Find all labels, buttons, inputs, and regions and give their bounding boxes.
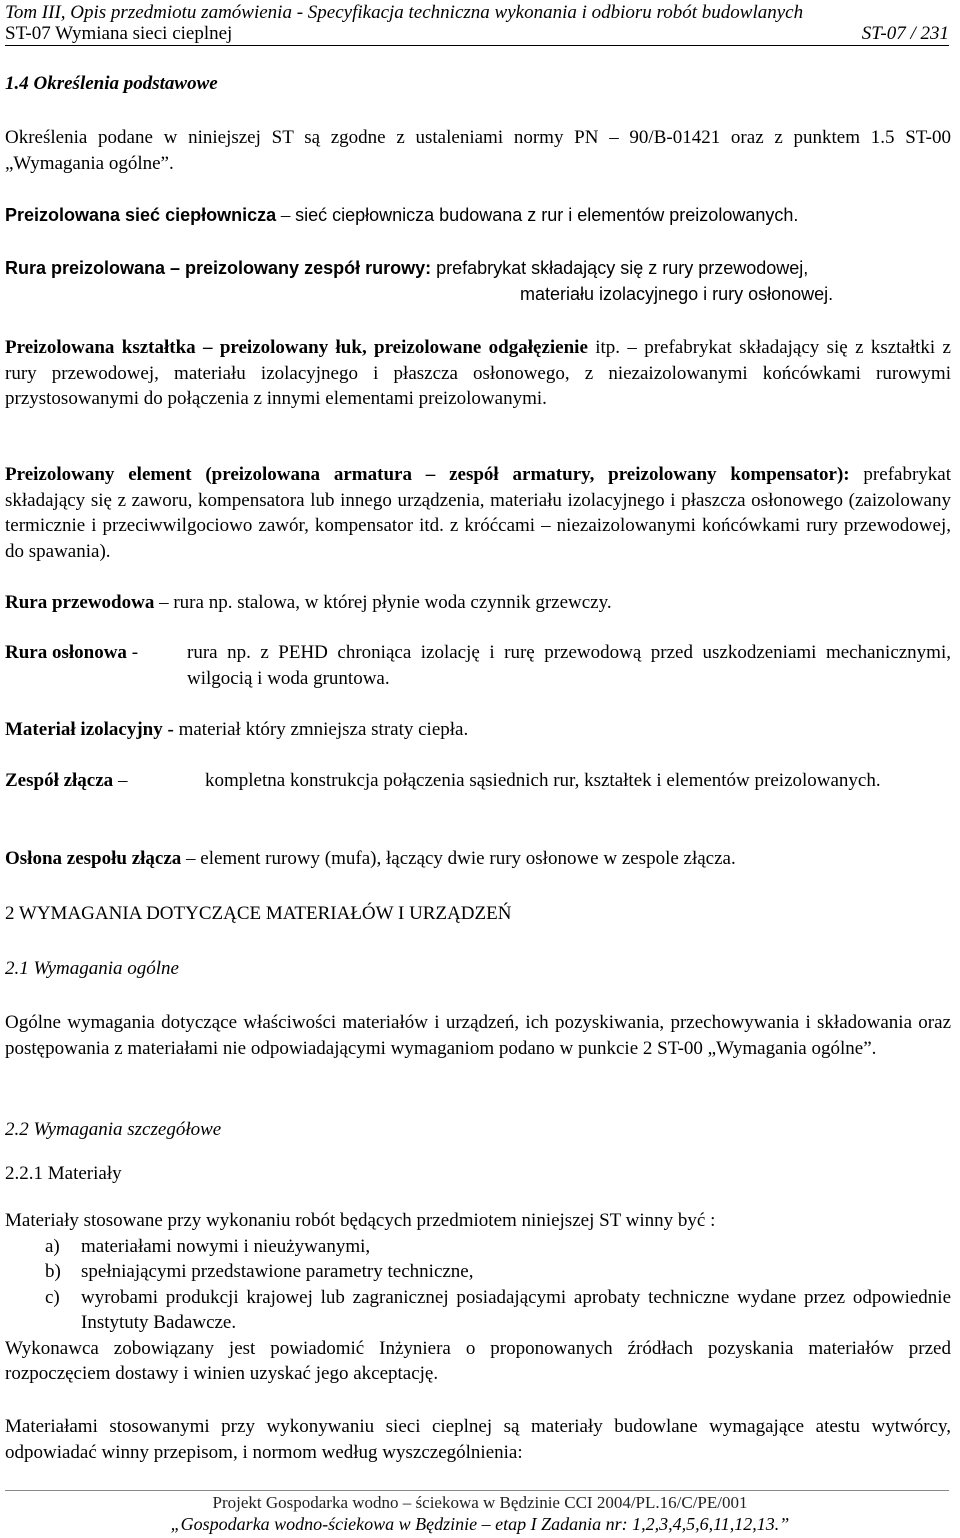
definition-sep: – xyxy=(276,205,296,226)
definition-sep: – xyxy=(113,770,128,791)
definition-text: – element rurowy (mufa), łączący dwie rury osłonowe w zespole złącza. xyxy=(181,848,736,869)
definition-1 xyxy=(5,203,951,229)
definition-term-wrap xyxy=(5,640,187,691)
header-page-ref: ST-07 / 231 xyxy=(861,23,949,44)
definition-text: materiał który zmniejsza straty ciepła. xyxy=(173,719,469,740)
definition-term: Rura osłonowa xyxy=(5,642,127,663)
definition-text: – rura np. stalowa, w której płynie woda czynnik grzewczy. xyxy=(154,592,612,613)
definition-5 xyxy=(5,590,951,616)
section-2-1-text: Ogólne wymagania dotyczące właściwości materiałów i urządzeń, ich pozyskiwania, przechowywania i składowania oraz postępowania z materiałami nie odpowiadającymi wymaganiom podano w punkcie 2 ST-00 „Wymagania ogólne”. xyxy=(5,1012,951,1059)
definition-term-wrap xyxy=(5,768,205,794)
definition-text: itp. – prefabrykat składający się z kształtki z rury przewodowej, materiału izolacyjnego i płaszcza osłonowego, z niezaizolowanymi końcówkami rurowymi przystosowanymi do połączenia z innymi elementami preizolowanymi. xyxy=(5,337,951,409)
section-2-2-1-intro: Materiały stosowane przy wykonaniu robót będących przedmiotem niniejszej ST winny być : xyxy=(5,1210,716,1231)
section-heading-2: 2 WYMAGANIA DOTYCZĄCE MATERIAŁÓW I URZĄDZEŃ xyxy=(5,903,512,924)
section-heading-2-2: 2.2 Wymagania szczegółowe xyxy=(5,1119,222,1140)
definition-text: kompletna konstrukcja połączenia sąsiednich rur, kształtek i elementów preizolowanych. xyxy=(205,770,881,791)
definition-7 xyxy=(5,717,951,743)
definition-term: Osłona zespołu złącza xyxy=(5,848,182,869)
definition-9 xyxy=(5,846,951,872)
definition-term: Zespół złącza xyxy=(5,770,114,791)
footer-rule xyxy=(5,1490,949,1491)
definition-4 xyxy=(5,462,951,564)
section-2-2-1-last: Materiałami stosowanymi przy wykonywaniu sieci cieplnej są materiały budowlane wymagające atestu wytwórcy, odpowiadać winny przepisom, i normom według wyszczególnienia: xyxy=(5,1416,951,1463)
list-item: b) spełniającymi przedstawione parametry techniczne, xyxy=(45,1261,474,1282)
section-2-2-1-body xyxy=(5,1208,951,1387)
definition-3 xyxy=(5,335,951,412)
definition-text-line1: prefabrykat składający się z rury przewodowej, xyxy=(436,258,809,278)
section-intro: Określenia podane w niniejszej ST są zgodne z ustaleniami normy PN – 90/B-01421 oraz z punktem 1.5 ST-00 „Wymagania ogólne”. xyxy=(5,127,951,174)
definition-term: Preizolowana kształtka – preizolowany łuk, preizolowane odgałęzienie xyxy=(5,337,588,358)
definition-term: Materiał izolacyjny - xyxy=(5,719,174,740)
footer-line-2: „Gospodarka wodno-ściekowa w Będzinie – etap I Zadania nr: 1,2,3,4,5,6,11,12,13.” xyxy=(170,1514,790,1534)
definition-8 xyxy=(5,768,951,794)
definition-term: Rura przewodowa xyxy=(5,592,155,613)
header-title: Tom III, Opis przedmiotu zamówienia - Specyfikacja techniczna wykonania i odbioru robót budowlanych xyxy=(5,2,804,23)
list-item: a) materiałami nowymi i nieużywanymi, xyxy=(45,1235,371,1257)
definition-term: Preizolowany element (preizolowana armatura – zespół armatury, preizolowany kompensator): xyxy=(5,464,850,485)
definition-sep: - xyxy=(126,642,139,663)
section-2-2-1-after-list: Wykonawca zobowiązany jest powiadomić Inżyniera o proponowanych źródłach pozyskania materiałów przed rozpoczęciem dostawy i winien uzyskać jego akceptację. xyxy=(5,1337,951,1384)
list-item: c) wyrobami produkcji krajowej lub zagranicznej posiadającymi aprobaty techniczne wydane przez odpowiednie Instytuty Badawcze. xyxy=(45,1286,951,1333)
section-heading-1-4: 1.4 Określenia podstawowe xyxy=(5,73,218,94)
section-heading-2-2-1: 2.2.1 Materiały xyxy=(5,1163,122,1184)
definition-term: Rura preizolowana – preizolowany zespół rurowy: xyxy=(5,258,432,278)
definition-term: Preizolowana sieć ciepłownicza xyxy=(5,205,277,225)
definition-6 xyxy=(5,640,951,691)
footer-line-1: Projekt Gospodarka wodno – ściekowa w Będzinie CCI 2004/PL.16/C/PE/001 xyxy=(212,1493,748,1512)
header-rule xyxy=(5,45,949,46)
definition-text: prefabrykat składający się z zaworu, kompensatora lub innego urządzenia, materiału izolacyjnego i płaszcza osłonowego (zaizolowany termicznie i przeciwwilgociowo zawór, kompensator itd. z króćcami – niezaizolowanymi końcówkami rury przewodowej, do spawania). xyxy=(5,464,951,562)
definition-text: sieć ciepłownicza budowana z rur i elementów preizolowanych. xyxy=(295,205,799,225)
definition-2 xyxy=(5,256,951,307)
materials-list xyxy=(5,1234,951,1336)
definition-text-line2: materiału izolacyjnego i rury osłonowej. xyxy=(520,283,834,304)
header-subtitle: ST-07 Wymiana sieci cieplnej xyxy=(5,23,233,44)
section-heading-2-1: 2.1 Wymagania ogólne xyxy=(5,958,179,979)
header-subtitle-row xyxy=(5,23,949,45)
definition-text: rura np. z PEHD chroniąca izolację i rurę przewodową przed uszkodzeniami mechanicznymi, wilgocią i woda gruntowa. xyxy=(187,642,951,689)
